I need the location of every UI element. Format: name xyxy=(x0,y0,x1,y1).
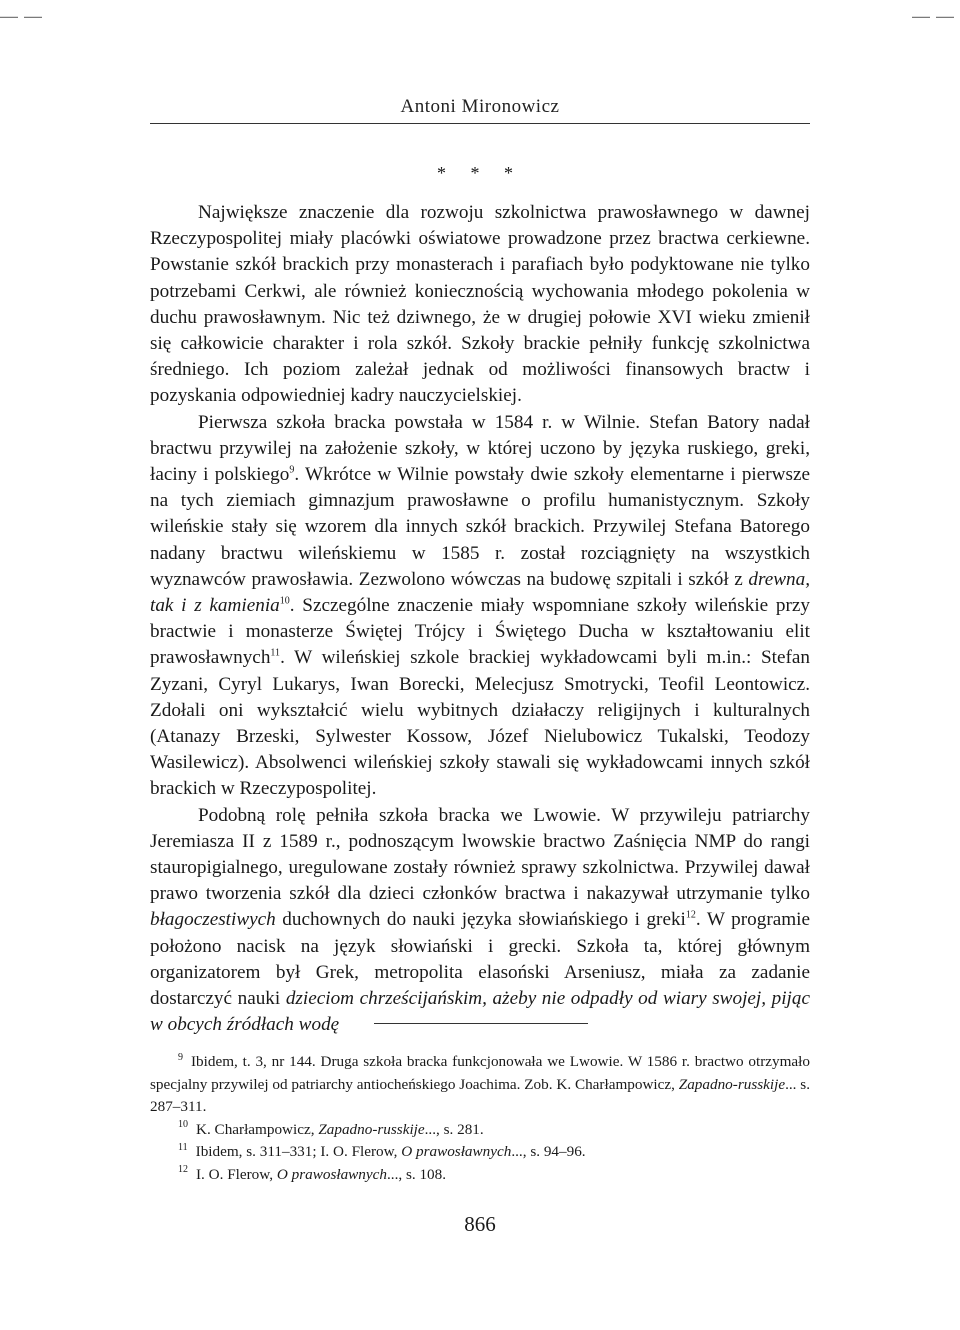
section-break: * * * xyxy=(437,163,523,183)
footnote-ref: 11 xyxy=(270,648,281,660)
text-run: ..., s. 94–96. xyxy=(511,1143,586,1160)
italic-text: O prawosławnych xyxy=(276,1165,387,1183)
footnote-number: 10 xyxy=(178,1119,188,1131)
page-number: 866 xyxy=(464,1212,496,1236)
text-run: I. O. Flerow, xyxy=(196,1165,277,1183)
footnote-separator xyxy=(374,1023,588,1024)
paragraph xyxy=(150,200,810,410)
main-text xyxy=(150,200,810,1039)
paragraph xyxy=(150,410,810,803)
footnote xyxy=(150,1141,810,1164)
footnote xyxy=(150,1051,810,1119)
footnote xyxy=(150,1119,810,1142)
text-run: Ibidem, t. 3, nr 144. Druga szkoła bracka funkcjonowała we Lwowie. W 1586 r. bractwo otrzymało specjalny przywilej od patriarchy antiocheńskiego Joachima. Zob. K. Charłampowicz, xyxy=(150,1053,810,1093)
text-run: duchownych do nauki języka słowiańskiego i greki xyxy=(275,909,686,931)
italic-text: Zapadno-russkije xyxy=(678,1075,786,1093)
text-run: Podobną rolę pełniła szkoła bracka we Lwowie. W przywileju patriarchy Jeremiasza II z 1589 r., podnoszącym lwowskie bractwo Zaśnięcia NMP do rangi stauropigialnego, uregulowane zostały również sprawy szkolnictwa. Przywilej dawał prawo tworzenia szkół dla dzieci członków bractwa i nakazywał utrzymanie tylko xyxy=(150,804,810,905)
text-run: ..., s. 281. xyxy=(424,1120,484,1138)
text-run: Największe znaczenie dla rozwoju szkolnictwa prawosławnego w dawnej Rzeczypospolitej miały placówki oświatowe prowadzone przez bractwa cerkiewne. Powstanie szkół brackich przy monasterach i parafiach było podyktowane nie tylko potrzebami Cerkwi, ale również koniecznością wychowania młodego pokolenia w duchu prawosławnym. Nic też dziwnego, że w drugiej połowie XVI wieku zmienił się całkowicie charakter i rola szkół. Szkoły brackie pełniły funkcję szkolnictwa średniego. Ich poziom zależał jednak od możliwości finansowych bractw i pozyskania odpowiedniej kadry nauczycielskiej. xyxy=(150,202,810,407)
crop-mark-right: —— xyxy=(912,6,960,26)
text-run: . Wkrótce w Wilnie powstały dwie szkoły elementarne i pierwsze na tych ziemiach gimnazjum prawosławne o profilu humanistycznym. Szkoły wileńskie stały się wzorem dla innych szkół brackich. Przywilej Stefana Batorego nadany bractwu wileńskiemu w 1585 r. został rozciągnięty na wszystkich wyznawców prawosławia. Zezwolono wówczas na budowę szpitali i szkół z xyxy=(150,464,811,590)
text-run: Ibidem, s. 311–331; I. O. Flerow, xyxy=(195,1143,402,1160)
text-run: ... s. 287–311. xyxy=(150,1075,810,1115)
text-run: . Szczególne znaczenie miały wspomniane szkoły wileńskie przy bractwie i monasterze Świętej Trójcy i Świętego Ducha w kształtowaniu elit prawosławnych xyxy=(150,595,811,669)
running-head-author: Antoni Mironowicz xyxy=(400,96,560,117)
text-run: ..., s. 108. xyxy=(386,1165,447,1183)
italic-text: drewna, tak i z kamienia xyxy=(150,568,810,617)
italic-text: Zapadno-russkije xyxy=(318,1120,425,1138)
footnote-number: 12 xyxy=(178,1164,188,1176)
header-rule xyxy=(150,123,810,124)
footnote xyxy=(150,1164,810,1187)
italic-text: błagoczestiwych xyxy=(150,909,276,931)
footnote-ref: 10 xyxy=(279,595,290,607)
text-run: . W wileńskiej szkole brackiej wykładowcami byli m.in.: Stefan Zyzani, Cyryl Lukarys, Iwan Borecki, Melecjusz Smotrycki, Teofil Leontowicz. Zdołali oni wykształcić wielu wybitnych działaczy religijnych i kulturalnych (Atanazy Brzeski, Sylwester Kossow, Józef Nielubowicz Tukalski, Teodozy Wasilewicz). Absolwenci wileńskiej szkoły stawali się wykładowcami innych szkół brackich w Rzeczypospolitej. xyxy=(150,647,810,800)
text-run: . W programie położono nacisk na język słowiański i grecki. Szkoła ta, której głównym organizatorem był Grek, metropolita elasoński Arseniusz, miała za zadanie dostarczyć nauki xyxy=(150,909,810,1010)
footnote-ref: 12 xyxy=(685,910,696,922)
footnote-number: 9 xyxy=(178,1051,183,1063)
footnote-number: 11 xyxy=(178,1141,188,1153)
crop-mark-left: —— xyxy=(0,6,48,26)
text-run: Pierwsza szkoła bracka powstała w 1584 r. w Wilnie. Stefan Batory nadał bractwu przywilej na założenie szkoły, w której uczono by języka ruskiego, greki, łaciny i polskiego xyxy=(150,411,810,486)
italic-text: O prawosławnych xyxy=(401,1143,512,1160)
italic-text: dzieciom chrześcijańskim, ażeby nie odpadły od wiary swojej, pijąc w obcych źródłach wodę xyxy=(150,988,810,1036)
footnotes xyxy=(150,1051,810,1186)
text-run: K. Charłampowicz, xyxy=(196,1120,319,1138)
footnote-ref: 9 xyxy=(289,464,295,476)
paragraph xyxy=(150,803,810,1039)
